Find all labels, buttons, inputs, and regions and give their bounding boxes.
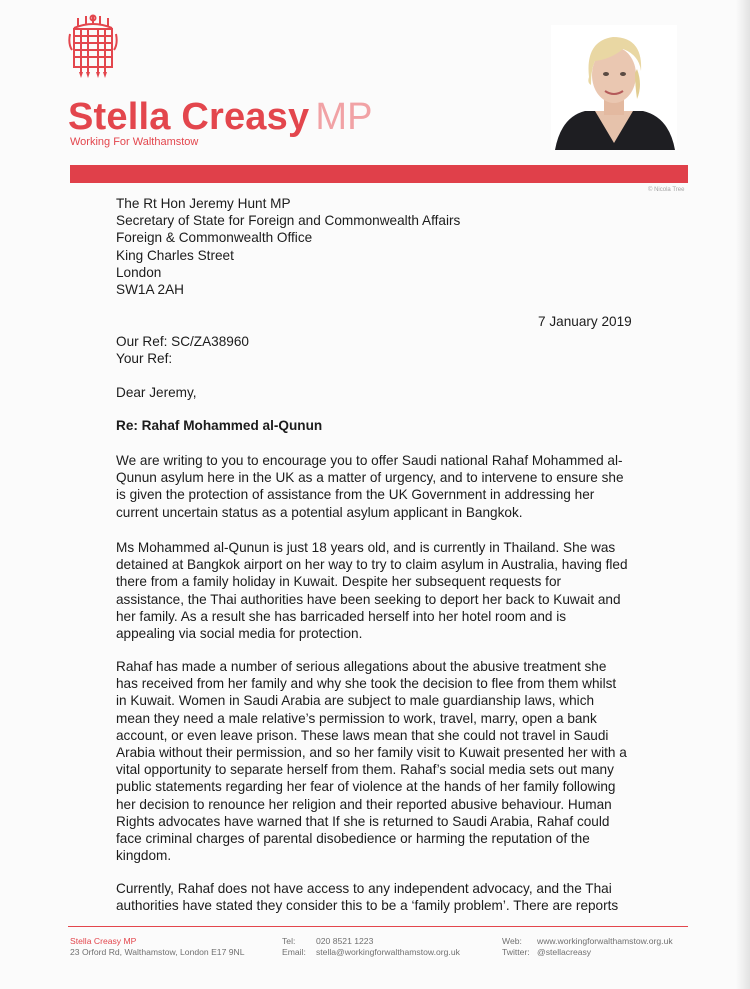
body-paragraph (116, 539, 628, 642)
recipient-line: Foreign & Commonwealth Office (116, 230, 313, 246)
recipient-line: King Charles Street (116, 247, 234, 263)
footer-address (70, 936, 245, 958)
mp-name: Stella Creasy (68, 96, 310, 138)
footer-email-label: Email: (282, 947, 306, 957)
paragraph-line: in Kuwait. Women in Saudi Arabia are subject to male guardianship laws, which (116, 693, 595, 709)
body-paragraph (116, 658, 627, 864)
header-divider-bar (70, 165, 688, 183)
paragraph-line: Qunun asylum here in the UK as a matter of urgency, and to intervene to ensure she (116, 470, 624, 486)
footer-web-label: Web: (502, 936, 522, 946)
subject-line: Re: Rahaf Mohammed al-Qunun (116, 418, 323, 433)
paragraph-line: is given the protection of assistance from the UK Government in addressing her (116, 487, 595, 503)
paragraph-line: Arabia without their permission, and so her family visit to Kuwait presented her with a (116, 745, 627, 761)
footer-street: 23 Orford Rd, Walthamstow, London E17 9NL (70, 947, 245, 957)
footer-tel: 020 8521 1223 (316, 936, 374, 946)
footer-twitter[interactable]: @stellacreasy (537, 947, 592, 957)
footer-name: Stella Creasy MP (70, 936, 137, 946)
references (116, 333, 249, 367)
paragraph-line: detained at Bangkok airport on her way to try to claim asylum in Australia, having fled (116, 557, 628, 573)
footer-web-labels (502, 936, 530, 958)
paragraph-line: assistance, the Thai authorities have been seeking to deport her back to Kuwait and (116, 591, 621, 607)
footer-divider (68, 926, 688, 927)
paragraph-line: her decision to renounce her religion and their reported abusive behaviour. Human (116, 796, 612, 812)
mp-suffix: MP (315, 96, 373, 138)
paragraph-line: mean they need a male relative’s permission to work, travel, marry, open a bank (116, 710, 597, 726)
tagline: Working For Walthamstow (70, 136, 199, 148)
paragraph-line: vital opportunity to separate herself from them. Rahaf’s social media sets out many (116, 762, 614, 778)
paragraph-line: Rights advocates have warned that If she is returned to Saudi Arabia, Rahaf could (116, 813, 610, 829)
paragraph-line: kingdom. (116, 848, 172, 864)
recipient-line: Secretary of State for Foreign and Commonwealth Affairs (116, 213, 461, 229)
footer-contact-labels (282, 936, 306, 958)
paragraph-line: face criminal charges of parental disobedience or harming the reputation of the (116, 831, 590, 847)
footer-tel-label: Tel: (282, 936, 296, 946)
footer-web-values (537, 936, 673, 958)
letter-date: 7 January 2019 (538, 314, 632, 329)
footer-web[interactable]: www.workingforwalthamstow.org.uk (537, 936, 673, 946)
paragraph-line: We are writing to you to encourage you to offer Saudi national Rahaf Mohammed al- (116, 453, 623, 468)
recipient-address (116, 195, 460, 298)
recipient-line: SW1A 2AH (116, 282, 184, 298)
paragraph-line: Ms Mohammed al-Qunun is just 18 years old, and is currently in Thailand. She was (116, 540, 616, 555)
body-paragraph (116, 880, 618, 914)
footer-contact-values (316, 936, 460, 958)
body-paragraph (116, 452, 624, 521)
portcullis-logo-icon (68, 14, 118, 80)
paragraph-line: public statements regarding her fear of violence at the hands of her family following (116, 779, 616, 795)
portrait-photo (551, 25, 677, 150)
footer-twitter-label: Twitter: (502, 947, 530, 957)
mp-name-heading (68, 96, 373, 139)
recipient-line: The Rt Hon Jeremy Hunt MP (116, 196, 291, 211)
footer-email[interactable]: stella@workingforwalthamstow.org.uk (316, 947, 460, 957)
your-ref: Your Ref: (116, 351, 173, 367)
paragraph-line: appealing via social media for protection. (116, 626, 363, 642)
paragraph-line: Currently, Rahaf does not have access to any independent advocacy, and the Thai (116, 881, 612, 896)
photo-credit: © Nicola Tree (648, 187, 685, 193)
paragraph-line: account, or even leave prison. These laws mean that she could not travel in Saudi (116, 727, 609, 743)
paragraph-line: has received from her family and why she took the decision to flee from them whilst (116, 676, 617, 692)
page-edge-shadow (736, 0, 750, 989)
paragraph-line: there from a family holiday in Kuwait. Despite her subsequent requests for (116, 574, 562, 590)
our-ref: Our Ref: SC/ZA38960 (116, 334, 249, 349)
paragraph-line: authorities have stated they consider this to be a ‘family problem’. There are reports (116, 898, 619, 914)
recipient-line: London (116, 264, 162, 280)
paragraph-line: Rahaf has made a number of serious allegations about the abusive treatment she (116, 659, 607, 674)
salutation: Dear Jeremy, (116, 385, 197, 400)
paragraph-line: current uncertain status as a potential asylum applicant in Bangkok. (116, 504, 523, 520)
paragraph-line: her family. As a result she has barricaded herself into her hotel room and is (116, 608, 567, 624)
